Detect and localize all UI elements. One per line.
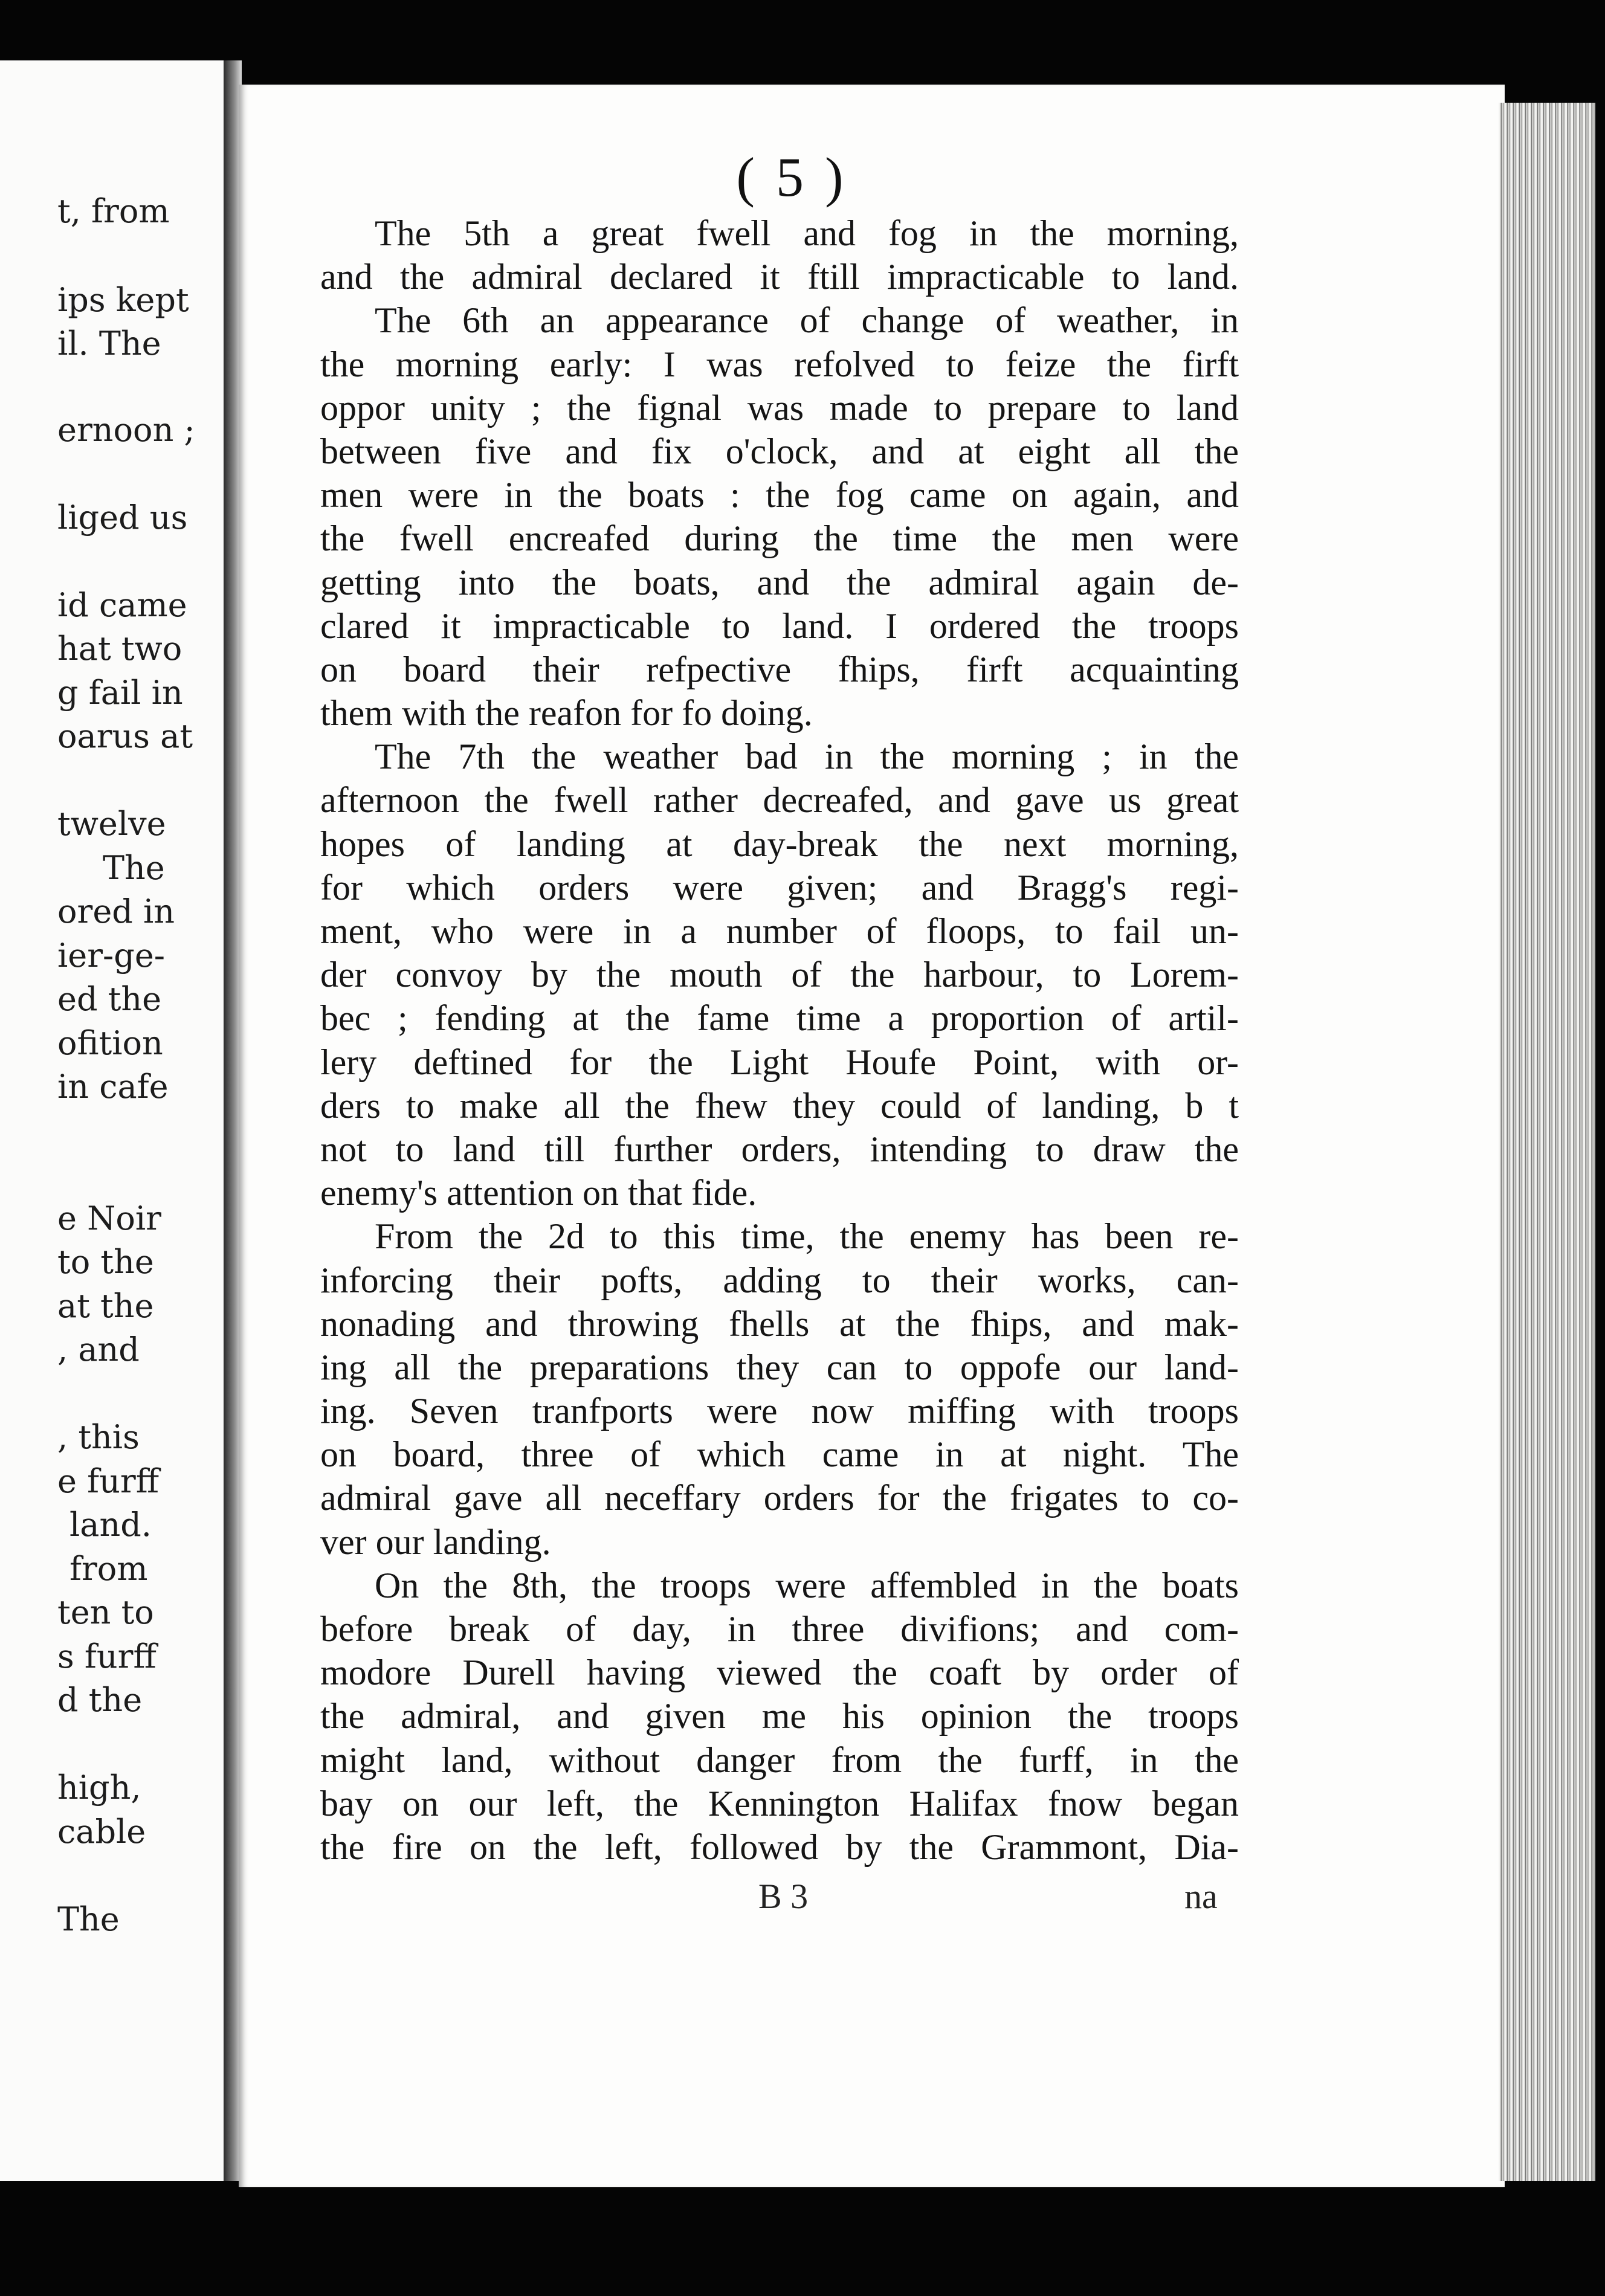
text-line: before break of day, in three divifions; and com- (320, 1609, 1239, 1649)
text-line: the admiral, and given me his opinion the troops (320, 1696, 1239, 1737)
left-page-fragment: high, (57, 1769, 141, 1807)
text-line: clared it impracticable to land. I ordered the troops (320, 605, 1239, 646)
page-edges (1499, 103, 1595, 2181)
left-page-fragment: ored in (57, 892, 175, 930)
left-page-fragment: ofition (57, 1024, 163, 1062)
left-page-fragment: to the (57, 1243, 154, 1281)
left-page-fragment: ier-ge- (57, 937, 166, 975)
left-page-fragment: il. The (57, 324, 161, 363)
left-page-fragment: twelve (57, 805, 166, 843)
signature-mark: B 3 (758, 1877, 809, 1916)
left-page-fragment: liged us (57, 498, 188, 537)
left-page-fragment: The (103, 849, 165, 887)
left-page-fragment: in cafe (57, 1068, 169, 1106)
body-text (320, 211, 1239, 1869)
left-page-fragment: e furff (57, 1462, 160, 1500)
left-page-fragment: , and (57, 1330, 140, 1369)
text-line: hopes of landing at day-break the next morning, (320, 824, 1239, 864)
text-line: admiral gave all neceffary orders for the frigates to co- (320, 1478, 1239, 1518)
text-line: might land, without danger from the furff, in the (320, 1740, 1239, 1780)
text-line: enemy's attention on that fide. (320, 1173, 757, 1213)
left-page-fragment: land. (69, 1506, 152, 1544)
text-line: inforcing their pofts, adding to their works, can- (320, 1260, 1239, 1300)
text-line: ment, who were in a number of floops, to fail un- (320, 911, 1239, 951)
text-line: From the 2d to this time, the enemy has been re- (375, 1216, 1239, 1257)
text-line: lery deftined for the Light Houfe Point, with or- (320, 1042, 1239, 1082)
left-page-fragment: from (69, 1550, 148, 1588)
text-line: ders to make all the fhew they could of landing, b t (320, 1085, 1239, 1126)
left-page-fragment: , this (57, 1418, 140, 1456)
text-line: On the 8th, the troops were affembled in the boats (375, 1565, 1239, 1605)
left-page-fragment: id came (57, 586, 187, 624)
page-number: ( 5 ) (736, 146, 847, 208)
left-page-fragment: The (57, 1900, 120, 1938)
text-line: ing all the preparations they can to oppofe our land- (320, 1347, 1239, 1387)
text-line: getting into the boats, and the admiral again de- (320, 562, 1239, 602)
text-line: and the admiral declared it ftill impracticable to land. (320, 257, 1239, 297)
text-line: on board, three of which came in at night. The (320, 1434, 1239, 1475)
text-line: men were in the boats : the fog came on again, and (320, 475, 1239, 515)
left-page-fragment: t, from (57, 192, 170, 230)
left-page-fragment: ed the (57, 980, 162, 1018)
text-line: afternoon the fwell rather decreafed, and gave us great (320, 780, 1239, 821)
left-page-fragment: s furff (57, 1637, 157, 1675)
left-page-fragment: e Noir (57, 1199, 161, 1237)
left-page-fragment: hat two (57, 630, 182, 668)
text-line: on board their refpective fhips, firft acquainting (320, 649, 1239, 689)
text-line: ver our landing. (320, 1521, 551, 1562)
text-line: bay on our left, the Kennington Halifax fnow began (320, 1783, 1239, 1824)
text-line: der convoy by the mouth of the harbour, to Lorem- (320, 955, 1239, 995)
text-line: the fire on the left, followed by the Grammont, Dia- (320, 1827, 1239, 1867)
catchword: na (1184, 1877, 1218, 1916)
left-page-fragment: at the (57, 1287, 154, 1325)
text-line: for which orders were given; and Bragg's regi- (320, 867, 1239, 908)
text-line: the morning early: I was refolved to feize the firft (320, 344, 1239, 384)
text-line: not to land till further orders, intending to draw the (320, 1129, 1239, 1169)
text-line: nonading and throwing fhells at the fhips, and mak- (320, 1303, 1239, 1344)
left-page (0, 60, 227, 2181)
text-line: oppor unity ; the fignal was made to prepare to land (320, 387, 1239, 428)
text-line: ing. Seven tranfports were now miffing with troops (320, 1391, 1239, 1431)
text-line: the fwell encreafed during the time the men were (320, 518, 1239, 559)
text-line: The 6th an appearance of change of weather, in (375, 300, 1239, 341)
text-line: bec ; fending at the fame time a proportion of artil- (320, 998, 1239, 1039)
left-page-fragment: ips kept (57, 281, 189, 319)
text-line: The 5th a great fwell and fog in the morning, (375, 213, 1239, 253)
left-page-fragment: cable (57, 1813, 146, 1851)
text-line: between five and fix o'clock, and at eight all the (320, 431, 1239, 471)
left-page-fragment: d the (57, 1681, 143, 1719)
text-line: The 7th the weather bad in the morning ; in the (375, 737, 1239, 777)
left-page-fragment: ten to (57, 1593, 154, 1631)
left-page-fragment: ernoon ; (57, 411, 195, 449)
left-page-fragment: g fail in (57, 674, 183, 712)
text-line: modore Durell having viewed the coaft by order of (320, 1653, 1239, 1693)
text-line: them with the reafon for fo doing. (320, 693, 813, 734)
left-page-fragment: oarus at (57, 717, 193, 755)
